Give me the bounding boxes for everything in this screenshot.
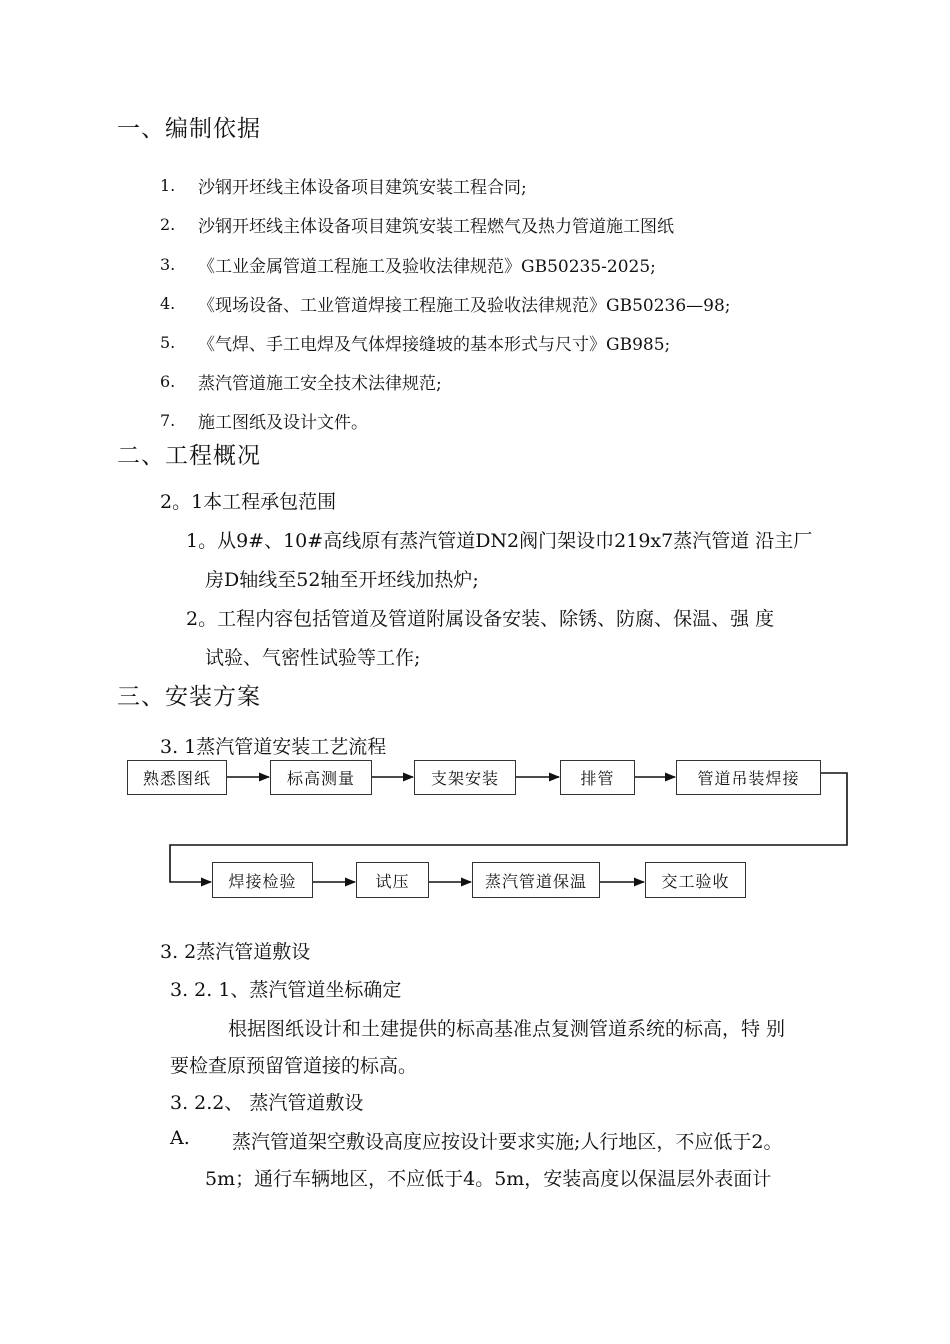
subsection-title-scope: 2。1本工程承包范围: [160, 491, 337, 513]
paragraph-line: 根据图纸设计和土建提供的标高基准点复测管道系统的标高，特 别: [228, 1018, 786, 1040]
flow-step-pipe-lifting-welding: 管道吊装焊接: [676, 760, 821, 795]
list-item: 蒸汽管道施工安全技术法律规范;: [198, 374, 442, 394]
list-item: 《工业金属管道工程施工及验收法律规范》GB50235-2025;: [198, 257, 656, 277]
flow-step-insulation: 蒸汽管道保温: [472, 862, 600, 898]
paragraph-label: A.: [170, 1127, 190, 1149]
flow-step-pressure-test: 试压: [356, 862, 429, 898]
paragraph-line: 试验、气密性试验等工作;: [205, 647, 421, 669]
list-item-number: 4.: [160, 294, 176, 313]
paragraph-line: 要检查原预留管道接的标高。: [170, 1055, 418, 1077]
flow-step-pipe-layout: 排管: [560, 760, 635, 795]
subsection-title-laying: 3. 2蒸汽管道敷设: [160, 941, 311, 963]
list-item: 《现场设备、工业管道焊接工程施工及验收法律规范》GB50236—98;: [198, 296, 731, 316]
section-heading-basis: 一、编制依据: [117, 116, 261, 142]
paragraph-line: 1。从9#、10#高线原有蒸汽管道DN2阀门架设巾219x7蒸汽管道 沿主厂: [186, 530, 813, 552]
list-item: 沙钢开坯线主体设备项目建筑安装工程燃气及热力管道施工图纸: [198, 217, 674, 237]
paragraph-line: 房D轴线至52轴至开坯线加热炉;: [205, 569, 479, 591]
subsection-title-coordinates: 3. 2. 1、蒸汽管道坐标确定: [170, 979, 402, 1001]
list-item-number: 1.: [160, 176, 176, 195]
paragraph-line: 2。工程内容包括管道及管道附属设备安装、除锈、防腐、保温、强 度: [186, 608, 775, 630]
paragraph-line: 蒸汽管道架空敷设高度应按设计要求实施;人行地区，不应低于2。: [232, 1131, 783, 1153]
section-heading-overview: 二、工程概况: [117, 443, 261, 469]
flow-step-elevation-survey: 标高测量: [270, 760, 372, 795]
subsection-title-laying-detail: 3. 2.2、 蒸汽管道敷设: [170, 1092, 364, 1114]
list-item-number: 3.: [160, 255, 176, 274]
list-item-number: 7.: [160, 411, 176, 430]
subsection-title-flow: 3. 1蒸汽管道安装工艺流程: [160, 736, 387, 758]
list-item: 沙钢开坯线主体设备项目建筑安装工程合同;: [198, 178, 527, 198]
list-item: 《气焊、手工电焊及气体焊接缝坡的基本形式与尺寸》GB985;: [198, 335, 671, 355]
list-item: 施工图纸及设计文件。: [198, 413, 368, 433]
list-item-number: 5.: [160, 333, 176, 352]
list-item-number: 6.: [160, 372, 176, 391]
flow-step-handover: 交工验收: [645, 862, 746, 898]
flow-step-familiarize-drawings: 熟悉图纸: [127, 760, 227, 795]
paragraph-line: 5m；通行车辆地区，不应低于4。5m，安装高度以保温层外表面计: [205, 1168, 772, 1190]
flow-step-support-install: 支架安装: [414, 760, 516, 795]
flow-step-weld-inspection: 焊接检验: [212, 862, 313, 898]
list-item-number: 2.: [160, 215, 176, 234]
section-heading-plan: 三、安装方案: [117, 684, 261, 710]
